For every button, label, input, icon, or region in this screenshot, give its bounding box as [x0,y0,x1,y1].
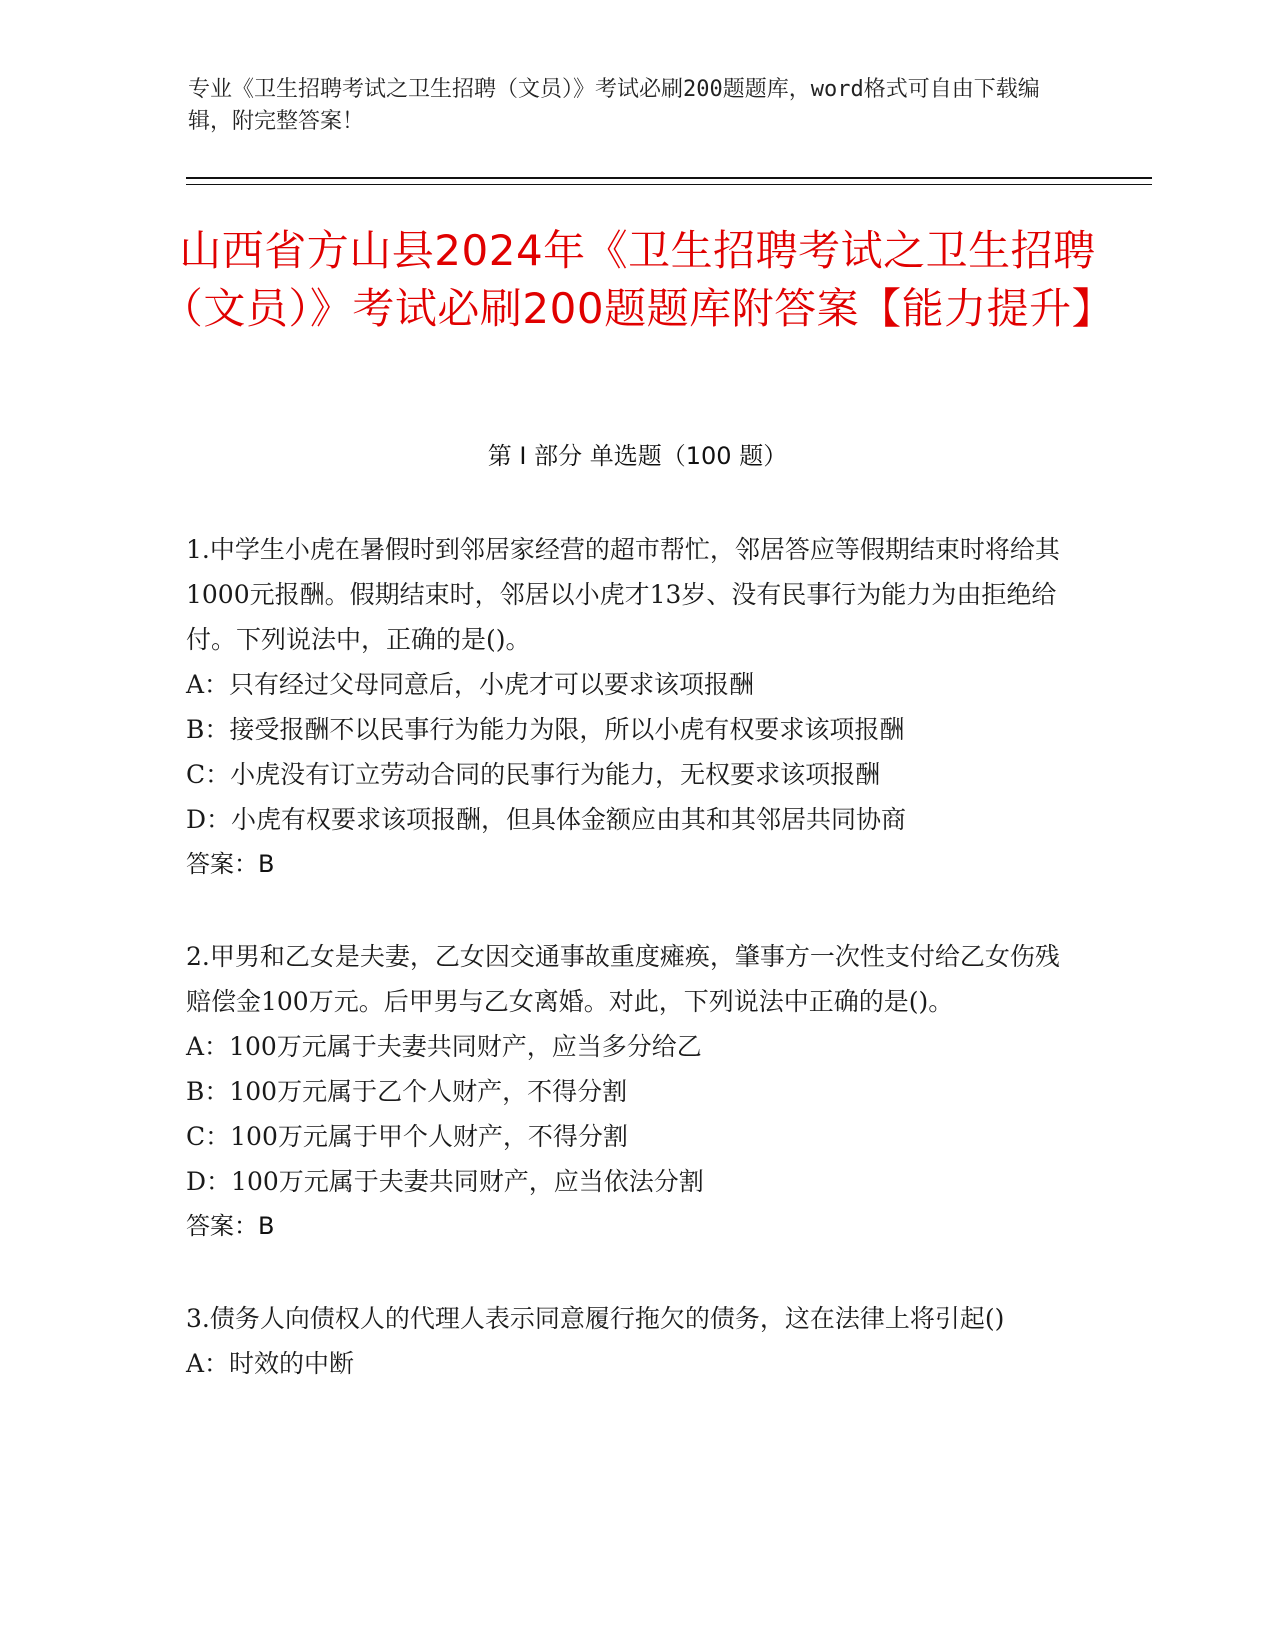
section-title: 第 I 部分 单选题（100 题） [487,442,788,470]
option-c: C：小虎没有订立劳动合同的民事行为能力，无权要求该项报酬 [186,760,881,789]
question-stem: 3.债务人向债权人的代理人表示同意履行拖欠的债务，这在法律上将引起() [186,1304,1005,1333]
option-a: A：只有经过父母同意后，小虎才可以要求该项报酬 [186,670,755,699]
option-a: A：时效的中断 [186,1349,355,1378]
question-list [186,527,1066,1433]
header-note: 专业《卫生招聘考试之卫生招聘（文员）》考试必刷200题题库，word格式可自由下载编辑，附完整答案！ [188,77,1040,134]
question-stem: 1.中学生小虎在暑假时到邻居家经营的超市帮忙，邻居答应等假期结束时将给其1000元报酬。假期结束时，邻居以小虎才13岁、没有民事行为能力为由拒绝给付。下列说法中，正确的是()。 [186,535,1060,654]
header-rule-thick [186,177,1152,179]
option-a: A：100万元属于夫妻共同财产，应当多分给乙 [186,1032,702,1061]
question-3 [186,1296,1066,1386]
answer-line: 答案：B [186,850,275,878]
option-b: B：100万元属于乙个人财产，不得分割 [186,1077,628,1106]
question-2 [186,934,1066,1249]
option-d: D：小虎有权要求该项报酬，但具体金额应由其和其邻居共同协商 [186,805,907,834]
question-1 [186,527,1066,887]
option-b: B：接受报酬不以民事行为能力为限，所以小虎有权要求该项报酬 [186,715,905,744]
answer-line: 答案：B [186,1212,275,1240]
option-c: C：100万元属于甲个人财产，不得分割 [186,1122,628,1151]
document-title: 山西省方山县2024年《卫生招聘考试之卫生招聘（文员）》考试必刷200题题库附答案【能力提升】 [160,226,1115,333]
option-d: D：100万元属于夫妻共同财产，应当依法分割 [186,1167,704,1196]
question-stem: 2.甲男和乙女是夫妻，乙女因交通事故重度瘫痪，肇事方一次性支付给乙女伤残赔偿金100万元。后甲男与乙女离婚。对此，下列说法中正确的是()。 [186,942,1060,1016]
header-rule-thin [186,184,1152,185]
